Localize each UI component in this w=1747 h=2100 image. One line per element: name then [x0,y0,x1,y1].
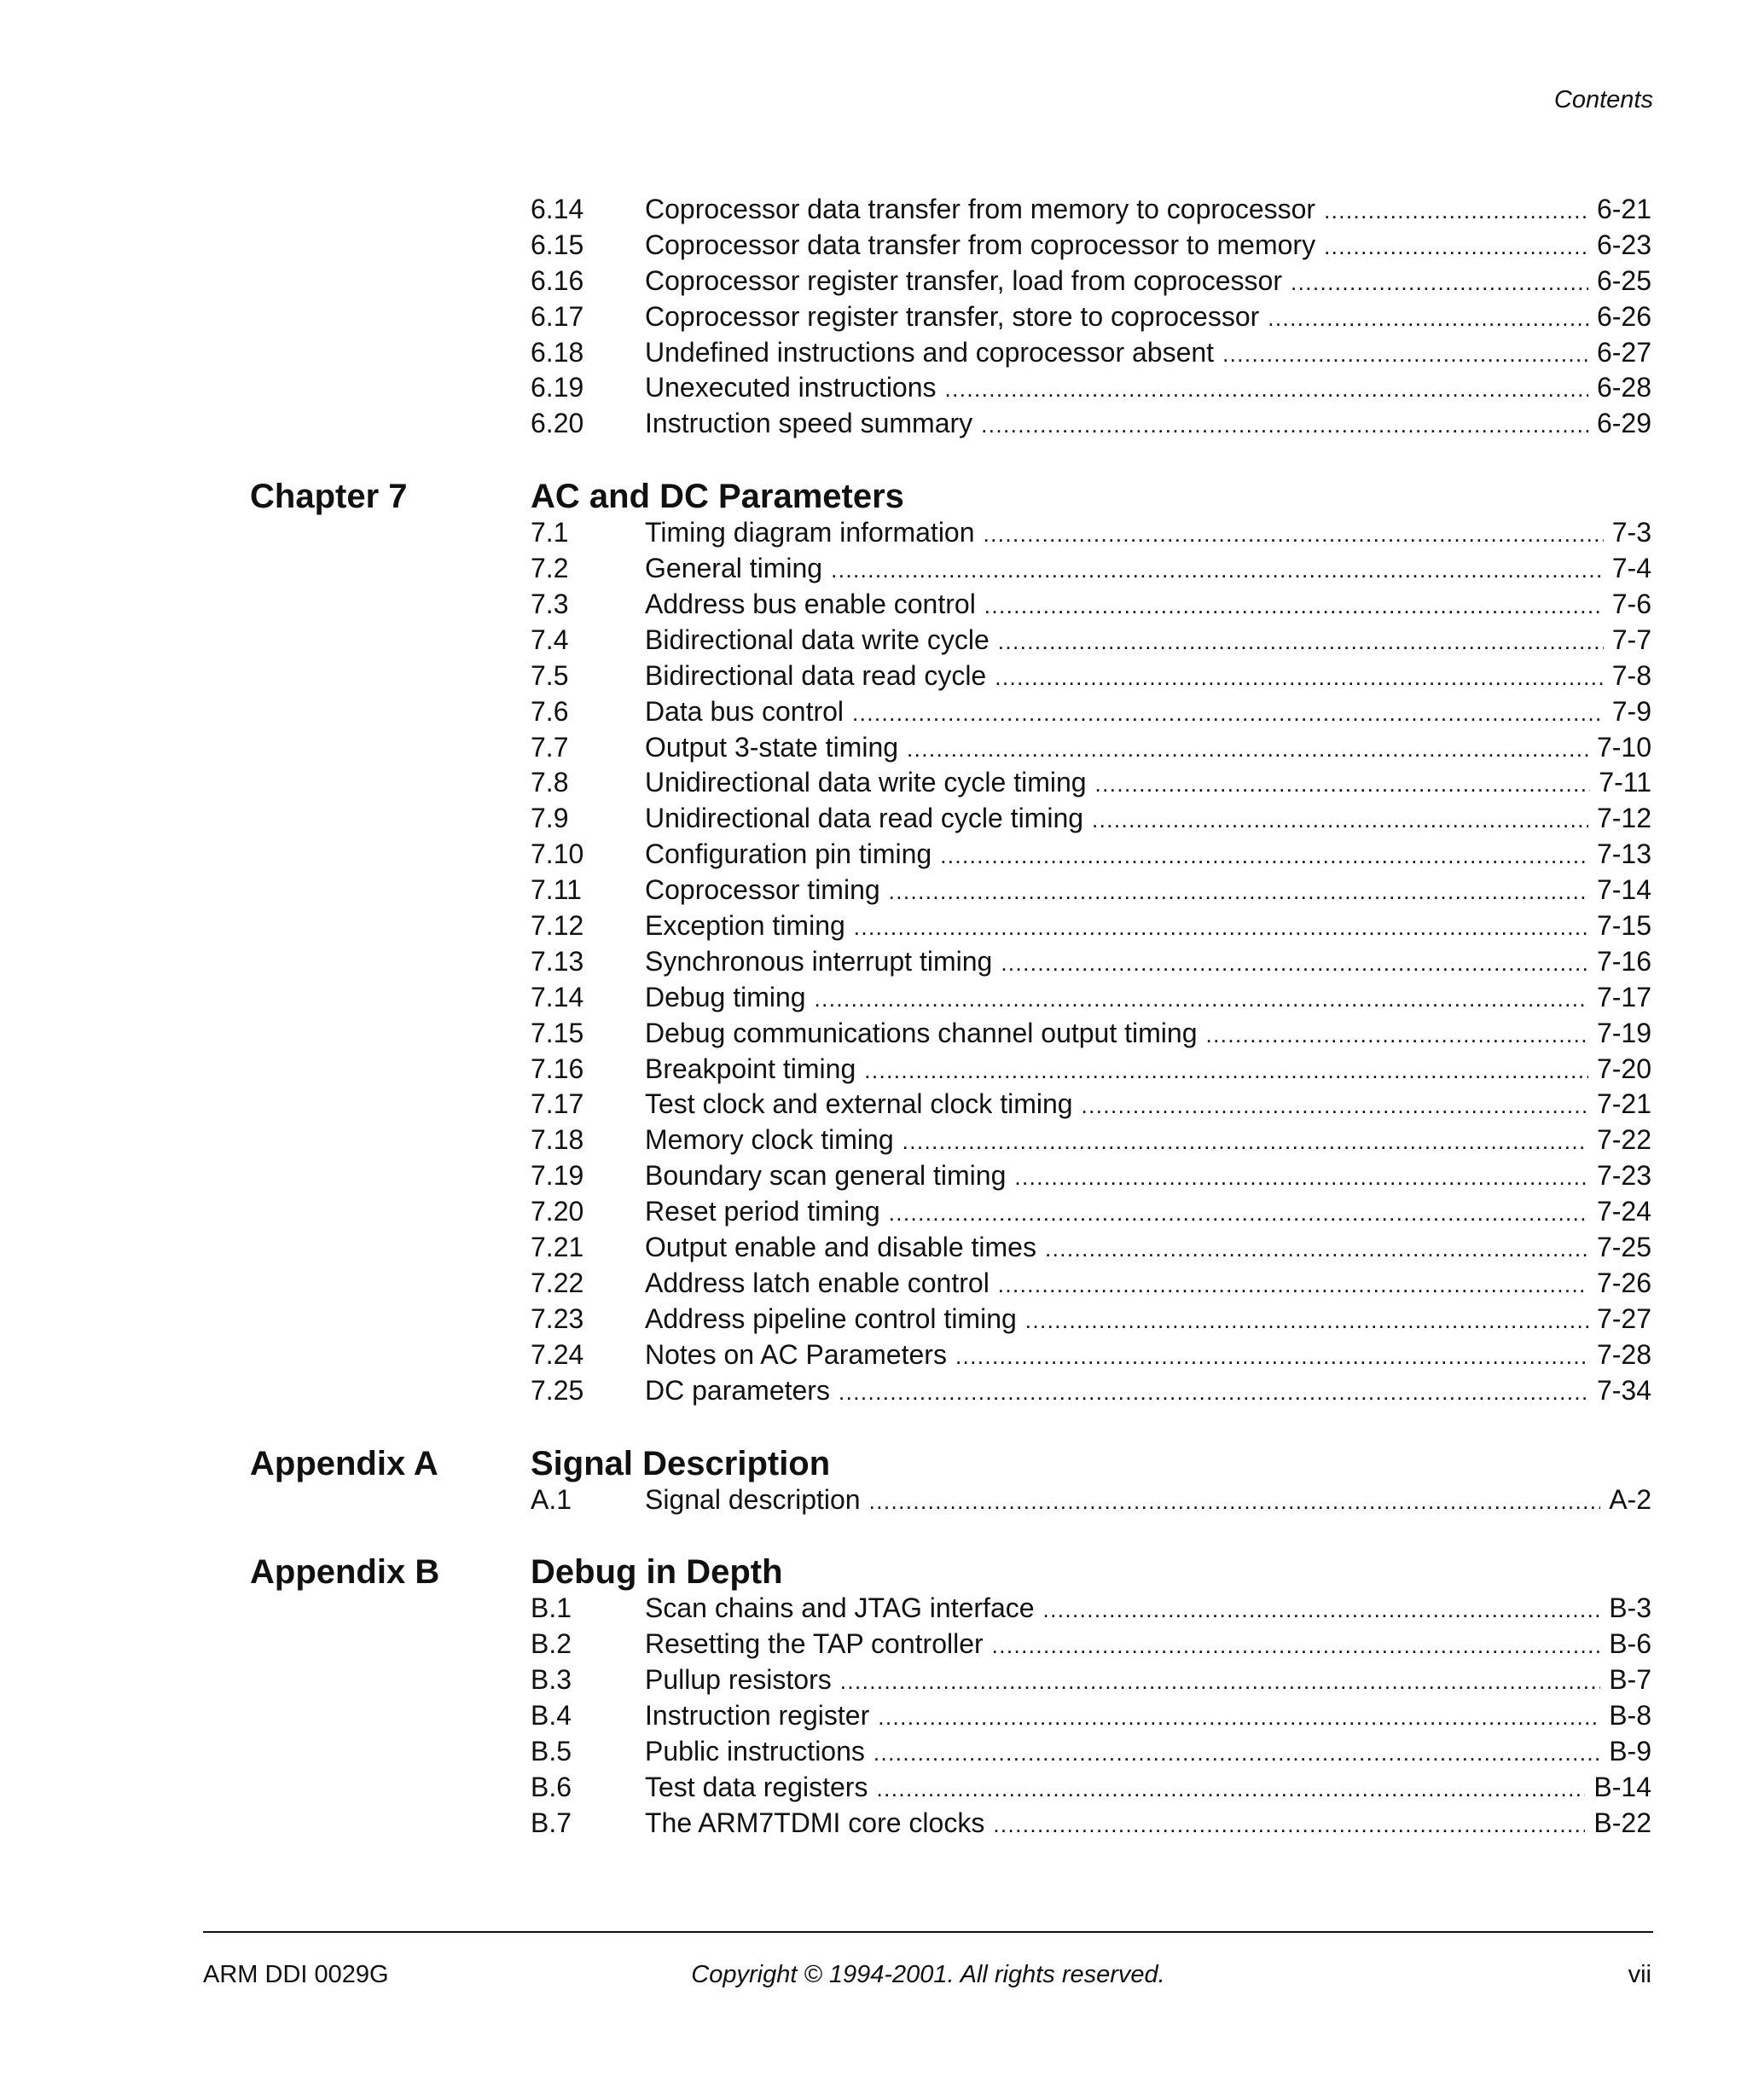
toc-entry-page: 7-10 [1596,731,1651,763]
toc-entry-body [645,192,1651,229]
toc-entry-body [645,299,1651,337]
toc-entry[interactable] [0,1373,1747,1409]
toc-entry-page: 7-12 [1596,803,1651,834]
toc-entry-page: 7-22 [1596,1124,1651,1156]
dot-leader [998,1268,1588,1303]
toc-entry-title: Unidirectional data read cycle timing [645,803,1084,834]
toc-entry-body [645,587,1651,624]
toc-entry-title: Test clock and external clock timing [645,1088,1073,1120]
toc-entry-number: B.4 [531,1700,572,1732]
toc-entry[interactable] [0,1194,1747,1230]
toc-entry-title: Exception timing [645,910,845,942]
toc-entry-number: A.1 [531,1483,572,1515]
toc-entry-page: 7-15 [1596,910,1651,942]
toc-entry-page: 7-4 [1611,553,1651,584]
toc-entry-number: 7.5 [531,659,569,691]
chapter-label: Appendix B [250,1553,440,1592]
toc-entry-title: Reset period timing [645,1196,880,1227]
toc-entry-page: 7-11 [1599,767,1651,798]
toc-entry-body [645,765,1651,803]
toc-entry-page: 7-27 [1596,1302,1651,1334]
toc-entry-body [645,228,1651,265]
toc-entry-number: 6.19 [531,372,584,403]
toc-entry-page: 7-3 [1611,517,1651,548]
toc-entry-page: B-9 [1609,1735,1651,1766]
toc-entry-body [645,1627,1651,1664]
toc-entry-body [645,873,1651,910]
dot-leader [1092,803,1588,838]
toc-entry-page: 6-27 [1596,336,1651,368]
toc-entry[interactable] [0,1266,1747,1302]
toc-entry-title: Bidirectional data write cycle [645,624,990,655]
toc-entry-body [645,1662,1651,1700]
toc-entry-body [645,1230,1651,1268]
dot-leader [995,660,1604,696]
toc-entry-number: 6.20 [531,408,584,439]
dot-leader [1001,946,1588,982]
toc-entry-title: Signal description [645,1483,861,1515]
toc-entry-title: Coprocessor register transfer, load from coprocessor [645,264,1282,296]
toc-entry-page: 7-16 [1596,945,1651,977]
toc-entry[interactable] [0,228,1747,264]
toc-entry[interactable] [0,192,1747,228]
toc-entry-list [0,1482,1747,1518]
toc-entry-number: 7.4 [531,624,569,655]
dot-leader [840,1664,1600,1700]
toc-entry-title: Scan chains and JTAG interface [645,1592,1035,1624]
toc-entry-number: 7.14 [531,981,584,1012]
toc-entry-list [0,1591,1747,1841]
toc-entry[interactable] [0,873,1747,908]
toc-entry[interactable] [0,1158,1747,1194]
toc-entry-title: Instruction speed summary [645,408,973,439]
toc-entry-body [645,1698,1651,1736]
toc-entry-title: Debug communications channel output timing [645,1017,1198,1048]
toc-entry-page: 7-8 [1611,659,1651,691]
toc-entry-body [645,1806,1651,1843]
dot-leader [1291,265,1588,301]
toc-entry-body [645,980,1651,1018]
toc-entry[interactable] [0,370,1747,406]
toc-entry-number: 6.15 [531,229,584,260]
toc-entry-number: 7.13 [531,945,584,977]
toc-entry-body [645,1123,1651,1160]
toc-entry-number: 7.9 [531,803,569,834]
toc-entry-number: 7.2 [531,553,569,584]
toc-entry-number: B.5 [531,1735,572,1766]
dot-leader [869,1484,1601,1520]
toc-entry-number: 7.6 [531,695,569,727]
toc-entry-title: Test data registers [645,1771,868,1802]
toc-entry-title: Boundary scan general timing [645,1160,1007,1192]
toc-entry-title: Pullup resistors [645,1664,832,1696]
toc-entry-title: Unexecuted instructions [645,372,937,403]
dot-leader [889,874,1588,910]
toc-entry-number: 7.22 [531,1267,584,1298]
toc-entry-number: 7.21 [531,1232,584,1263]
footer-page-number: vii [1628,1961,1651,1988]
toc-entry-title: Coprocessor data transfer from coprocessor to memory [645,229,1316,260]
toc-entry-body [645,1087,1651,1124]
toc-entry[interactable] [0,335,1747,371]
toc-entry[interactable] [0,765,1747,801]
toc-entry-number: 7.7 [531,731,569,763]
toc-entry-page: 7-19 [1596,1017,1651,1048]
toc-entry[interactable] [0,299,1747,335]
toc-entry-page: 7-26 [1596,1267,1651,1298]
toc-entry-number: B.6 [531,1771,572,1802]
toc-entry[interactable] [0,1770,1747,1806]
toc-entry[interactable] [0,730,1747,766]
toc-entry-body [645,1770,1651,1807]
running-head: Contents [1553,86,1653,113]
toc-entry-body [645,1302,1651,1339]
dot-leader [1045,1232,1588,1268]
toc-section [0,1442,1747,1518]
toc-entry-body [645,1266,1651,1303]
toc-entry-title: DC parameters [645,1374,830,1406]
dot-leader [993,1807,1585,1843]
table-of-contents [0,192,1747,1842]
toc-entry-body [645,1194,1651,1232]
toc-entry-number: 7.23 [531,1302,584,1334]
toc-entry-page: 7-24 [1596,1196,1651,1227]
dot-leader [992,1628,1601,1664]
dot-leader [907,732,1588,768]
toc-entry-page: B-8 [1609,1700,1651,1732]
toc-entry-body [645,1373,1651,1411]
toc-entry-body [645,944,1651,982]
dot-leader [1043,1592,1601,1628]
toc-entry-title: Synchronous interrupt timing [645,945,993,977]
toc-entry[interactable] [0,1591,1747,1627]
toc-entry-page: 6-25 [1596,264,1651,296]
dot-leader [839,1375,1588,1411]
toc-entry-body [645,837,1651,874]
toc-entry-page: 7-6 [1611,589,1651,620]
dot-leader [984,589,1604,624]
dot-leader [1095,767,1591,803]
toc-entry-number: B.7 [531,1807,572,1838]
dot-leader [1014,1160,1588,1196]
chapter-title: AC and DC Parameters [531,478,904,516]
toc-entry-body [645,551,1651,589]
dot-leader [852,696,1604,732]
dot-leader [903,1124,1588,1160]
toc-entry-title: Resetting the TAP controller [645,1628,984,1660]
toc-entry-title: Address latch enable control [645,1267,990,1298]
toc-entry-body [645,1016,1651,1053]
chapter-title: Signal Description [531,1444,831,1482]
dot-leader [876,1772,1585,1807]
toc-entry[interactable] [0,694,1747,730]
toc-entry-title: Address bus enable control [645,589,976,620]
toc-entry-page: 7-23 [1596,1160,1651,1192]
toc-entry-body [645,515,1651,553]
toc-entry[interactable] [0,1087,1747,1123]
toc-entry-list [0,515,1747,1408]
toc-entry[interactable] [0,1123,1747,1158]
chapter-title: Debug in Depth [531,1553,783,1592]
toc-entry-page: 6-29 [1596,408,1651,439]
dot-leader [998,624,1604,660]
toc-entry-number: 6.17 [531,300,584,332]
toc-entry-page: 7-34 [1596,1374,1651,1406]
toc-entry[interactable] [0,1662,1747,1698]
footer-copyright: Copyright © 1994-2001. All rights reserved. [691,1961,1165,1988]
toc-entry-title: Output enable and disable times [645,1232,1036,1263]
dot-leader [984,517,1604,553]
dot-leader [1025,1303,1588,1339]
toc-entry-title: Bidirectional data read cycle [645,659,987,691]
toc-entry[interactable] [0,658,1747,694]
toc-entry[interactable] [0,587,1747,623]
toc-section [0,1550,1747,1841]
dot-leader [854,910,1588,946]
dot-leader [1222,337,1588,373]
toc-entry[interactable] [0,980,1747,1016]
toc-entry[interactable] [0,515,1747,551]
toc-entry-title: Undefined instructions and coprocessor absent [645,336,1215,368]
toc-entry[interactable] [0,1698,1747,1734]
toc-entry[interactable] [0,1482,1747,1518]
toc-entry-page: 7-14 [1596,874,1651,906]
toc-entry-body [645,335,1651,373]
dot-leader [1324,194,1588,229]
toc-entry-page: A-2 [1609,1483,1651,1515]
toc-entry-page: 7-20 [1596,1053,1651,1084]
chapter-heading [0,1442,1747,1482]
toc-entry-list [0,192,1747,442]
toc-entry[interactable] [0,908,1747,944]
toc-entry-title: Data bus control [645,695,844,727]
dot-leader [1082,1088,1588,1124]
toc-entry-title: The ARM7TDMI core clocks [645,1807,985,1838]
toc-entry-page: B-7 [1609,1664,1651,1696]
toc-entry-body [645,1482,1651,1520]
toc-entry[interactable] [0,801,1747,837]
toc-entry[interactable] [0,264,1747,299]
dot-leader [878,1700,1600,1736]
toc-entry-body [645,264,1651,301]
toc-entry-number: 6.16 [531,264,584,296]
toc-entry-title: Instruction register [645,1700,870,1732]
toc-entry-body [645,1591,1651,1628]
toc-entry-page: 7-21 [1596,1088,1651,1120]
toc-entry-body [645,1158,1651,1196]
toc-entry-title: Unidirectional data write cycle timing [645,767,1087,798]
dot-leader [1324,229,1588,265]
toc-entry-title: Memory clock timing [645,1124,894,1156]
toc-entry-body [645,801,1651,838]
toc-entry-number: 7.24 [531,1338,584,1370]
toc-entry-number: 7.18 [531,1124,584,1156]
dot-leader [1205,1018,1587,1053]
toc-entry-body [645,730,1651,768]
toc-entry-number: 7.19 [531,1160,584,1192]
dot-leader [1268,301,1588,337]
toc-entry-title: Timing diagram information [645,517,975,548]
dot-leader [864,1053,1588,1089]
toc-entry[interactable] [0,406,1747,442]
toc-entry[interactable] [0,944,1747,980]
toc-entry-number: 7.20 [531,1196,584,1227]
toc-entry-page: B-22 [1593,1807,1651,1838]
dot-leader [831,553,1604,589]
toc-entry-page: 6-26 [1596,300,1651,332]
toc-entry-number: 6.18 [531,336,584,368]
toc-entry-body [645,658,1651,696]
toc-entry-number: 7.8 [531,767,569,798]
toc-entry-number: B.2 [531,1628,572,1660]
dot-leader [815,982,1588,1018]
chapter-heading [0,1550,1747,1591]
toc-entry-number: B.3 [531,1664,572,1696]
toc-entry-page: 6-28 [1596,372,1651,403]
toc-entry-page: 7-17 [1596,981,1651,1012]
dot-leader [874,1736,1600,1772]
toc-entry-title: Public instructions [645,1735,865,1766]
toc-entry-page: 7-7 [1611,624,1651,655]
toc-entry-number: 7.15 [531,1017,584,1048]
toc-entry[interactable] [0,837,1747,873]
toc-entry-body [645,370,1651,408]
toc-entry-page: B-3 [1609,1592,1651,1624]
toc-entry-page: 7-25 [1596,1232,1651,1263]
toc-entry-page: 6-21 [1596,194,1651,224]
toc-entry-number: 7.3 [531,589,569,620]
toc-entry-body [645,1337,1651,1375]
toc-entry-title: Coprocessor register transfer, store to coprocessor [645,300,1260,332]
toc-entry[interactable] [0,1337,1747,1373]
toc-entry-title: Coprocessor timing [645,874,880,906]
toc-section [0,474,1747,1408]
footer-rule [203,1931,1653,1933]
toc-entry-number: 7.17 [531,1088,584,1120]
toc-section [0,192,1747,442]
toc-entry-title: Breakpoint timing [645,1053,856,1084]
dot-leader [981,408,1588,444]
toc-entry[interactable] [0,1627,1747,1662]
toc-entry-body [645,1052,1651,1089]
toc-entry-number: 6.14 [531,194,584,224]
toc-entry-number: 7.10 [531,838,584,870]
toc-entry-page: B-6 [1609,1628,1651,1660]
toc-entry-number: B.1 [531,1592,572,1624]
toc-entry-page: 6-23 [1596,229,1651,260]
toc-entry-body [645,908,1651,946]
toc-entry-title: Coprocessor data transfer from memory to coprocessor [645,194,1316,224]
toc-entry-page: 7-28 [1596,1338,1651,1370]
toc-entry-title: Address pipeline control timing [645,1302,1017,1334]
toc-entry-body [645,694,1651,732]
toc-entry-title: Notes on AC Parameters [645,1338,947,1370]
dot-leader [955,1339,1588,1375]
toc-entry-page: 7-9 [1611,695,1651,727]
dot-leader [940,838,1588,874]
toc-entry[interactable] [0,1734,1747,1770]
toc-entry-body [645,406,1651,444]
toc-entry-page: 7-13 [1596,838,1651,870]
dot-leader [889,1196,1588,1232]
toc-entry[interactable] [0,1302,1747,1337]
toc-entry-title: Configuration pin timing [645,838,932,870]
toc-entry[interactable] [0,1016,1747,1052]
toc-entry-number: 7.16 [531,1053,584,1084]
toc-entry-number: 7.12 [531,910,584,942]
toc-entry-body [645,1734,1651,1772]
chapter-label: Chapter 7 [250,478,408,516]
toc-entry-number: 7.11 [531,874,582,906]
dot-leader [945,372,1588,408]
toc-entry-number: 7.25 [531,1374,584,1406]
footer-doc-id: ARM DDI 0029G [203,1961,389,1988]
toc-entry-title: General timing [645,553,823,584]
toc-entry-number: 7.1 [531,517,569,548]
toc-entry-title: Debug timing [645,981,806,1012]
toc-entry[interactable] [0,1806,1747,1842]
toc-entry-body [645,623,1651,660]
toc-entry-title: Output 3-state timing [645,731,899,763]
toc-entry[interactable] [0,1230,1747,1266]
toc-entry[interactable] [0,623,1747,658]
toc-entry[interactable] [0,551,1747,587]
toc-entry[interactable] [0,1052,1747,1088]
chapter-heading [0,474,1747,515]
toc-entry-page: B-14 [1593,1771,1651,1802]
chapter-label: Appendix A [250,1444,438,1482]
